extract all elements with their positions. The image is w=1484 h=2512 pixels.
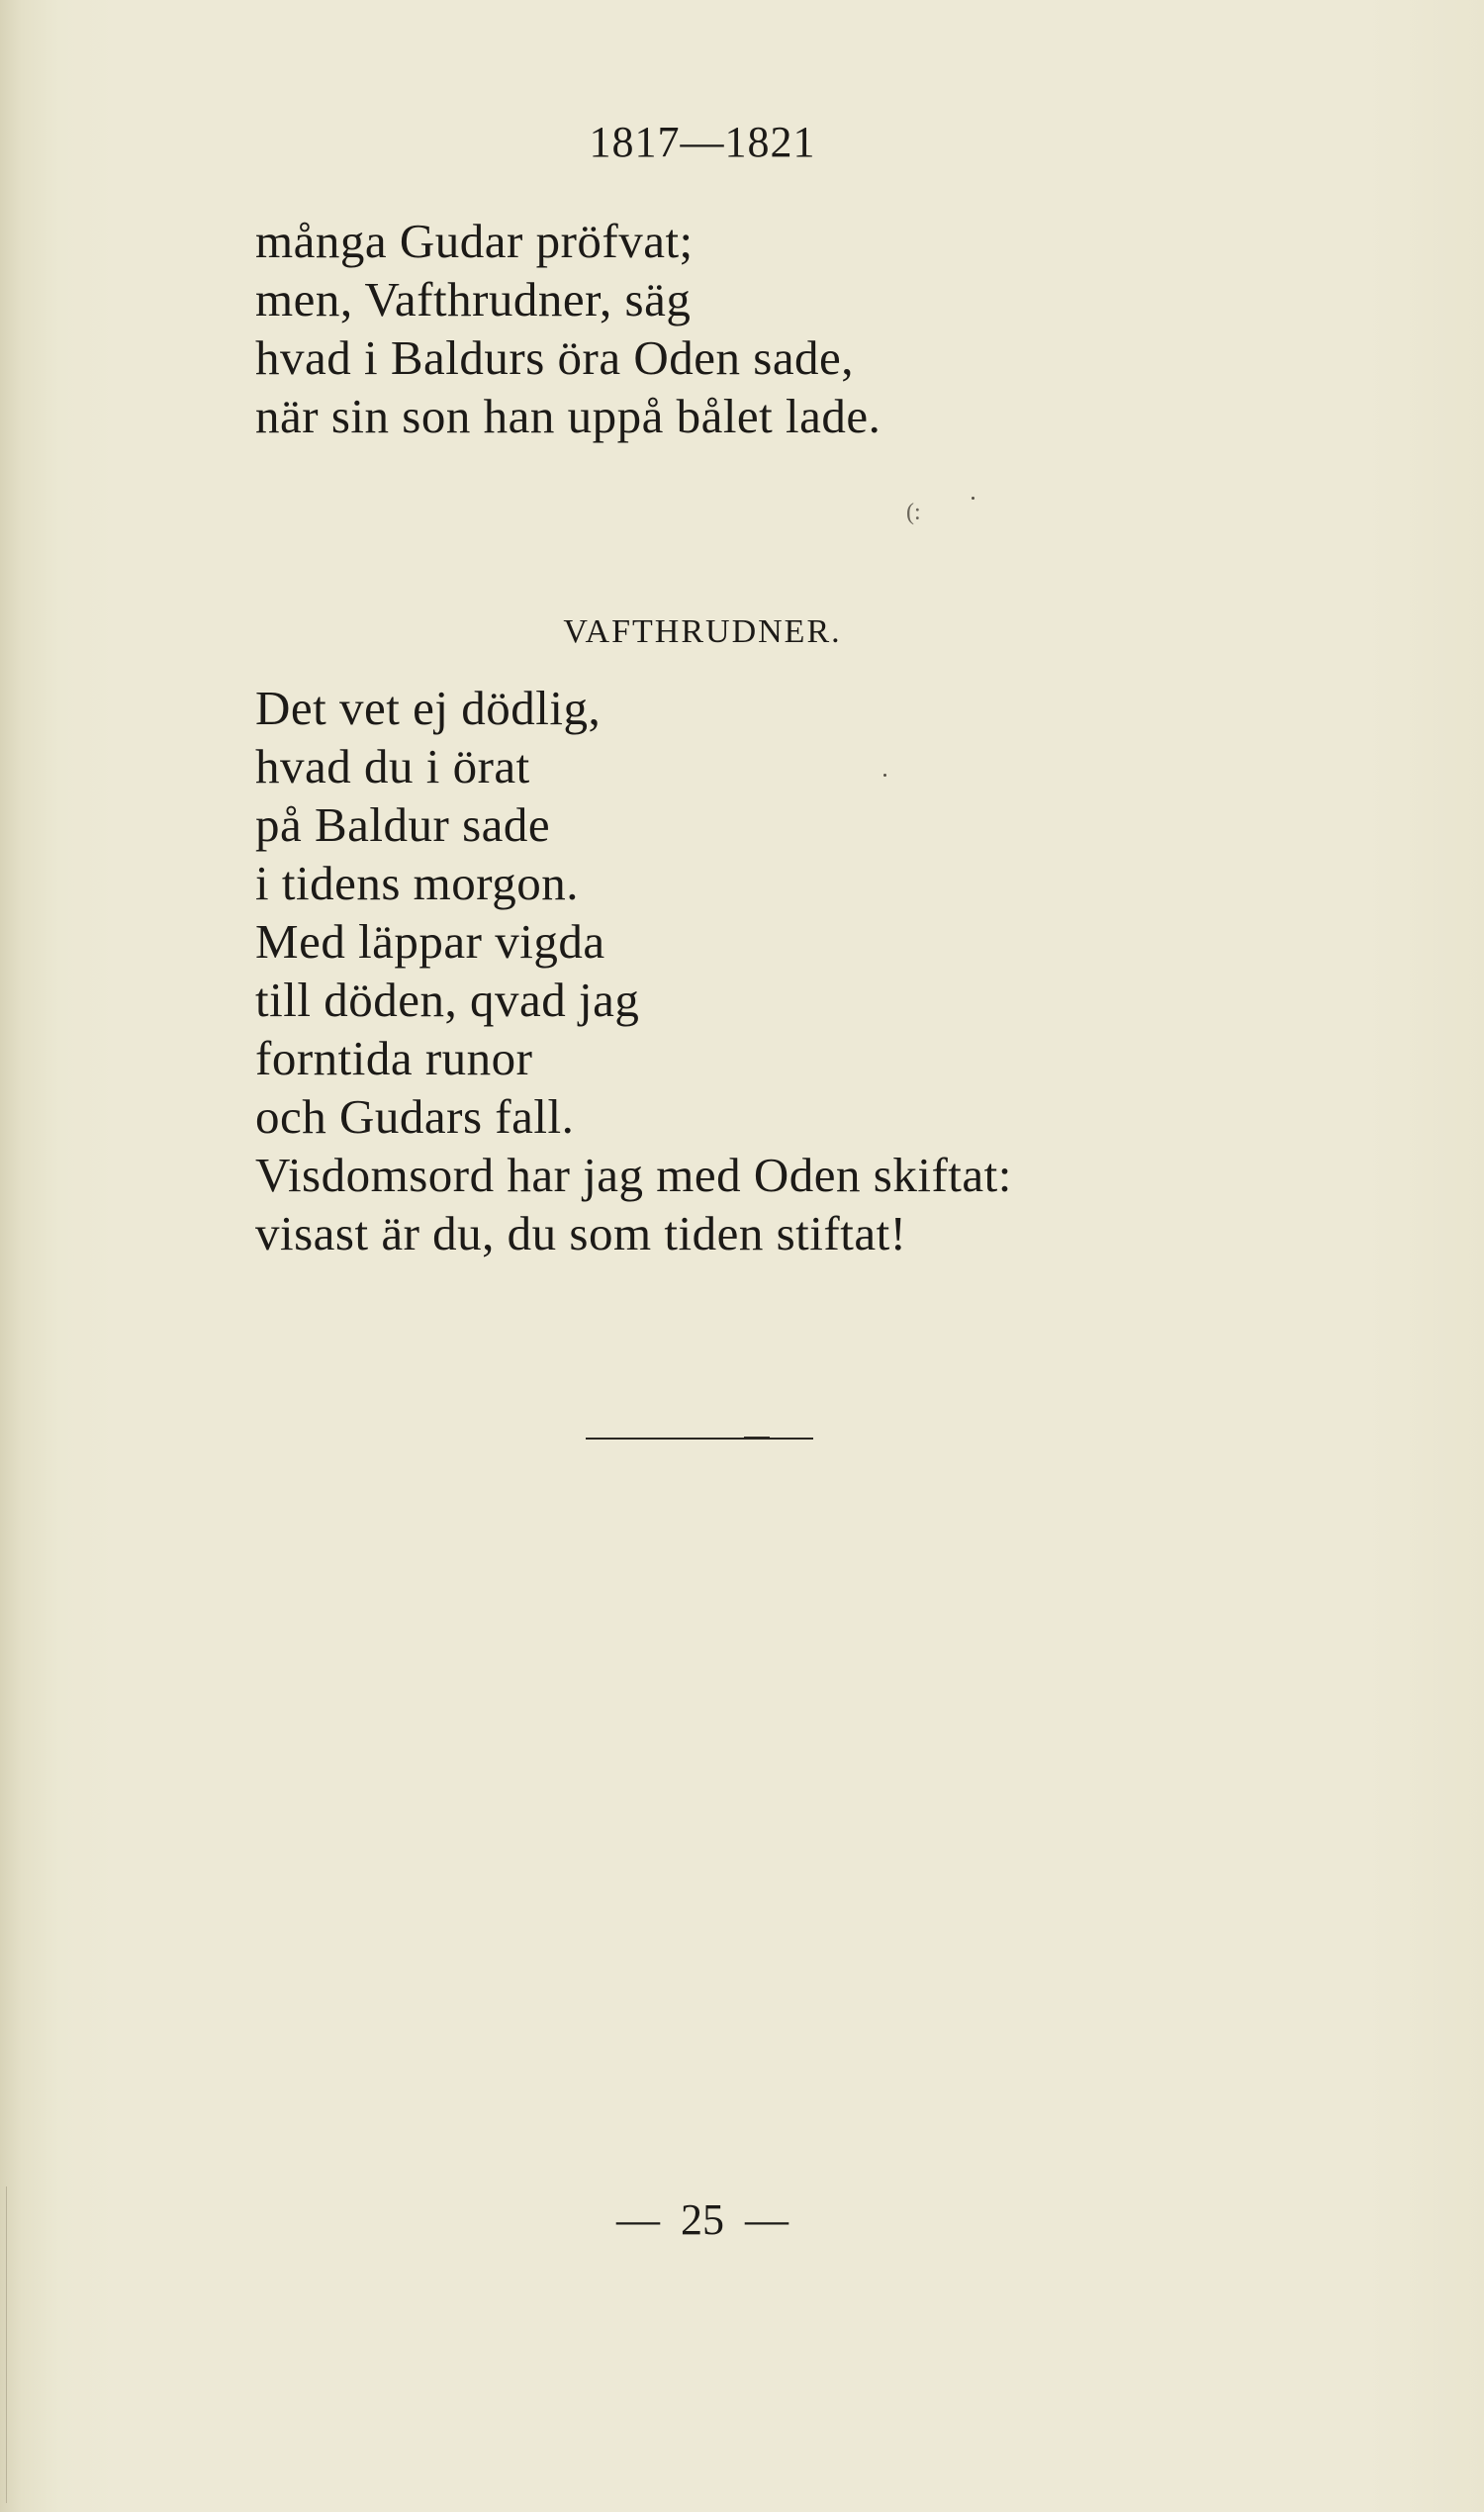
verse-line: men, Vafthrudner, säg [255,272,692,326]
verse-line: i tidens morgon. [255,856,579,910]
verse-line: när sin son han uppå bålet lade. [255,389,881,443]
verse-line: Med läppar vigda [255,914,605,969]
ink-speck [972,497,974,500]
speaker-heading: VAFTHRUDNER. [563,613,842,650]
verse-line: Det vet ej dödlig, [255,681,602,735]
verse-line: visast är du, du som tiden stiftat! [255,1206,907,1260]
verse-line: hvad du i örat [255,739,530,793]
page-number: — 25 — [616,2195,788,2244]
verse-line: på Baldur sade [255,797,551,852]
verse-line: till döden, qvad jag [255,973,640,1027]
verse-line: och Gudars fall. [255,1089,575,1144]
end-ornament-rule [586,1437,821,1441]
stanza-2 [255,679,1012,1262]
verse-line: Visdomsord har jag med Oden skiftat: [255,1148,1012,1202]
stanza-1 [255,212,881,445]
verse-line: forntida runor [255,1031,533,1085]
verse-line: många Gudar pröfvat; [255,214,694,268]
running-head: 1817—1821 [589,118,816,166]
verse-line: hvad i Baldurs öra Oden sade, [255,330,855,385]
stray-marks: (: [906,500,921,525]
